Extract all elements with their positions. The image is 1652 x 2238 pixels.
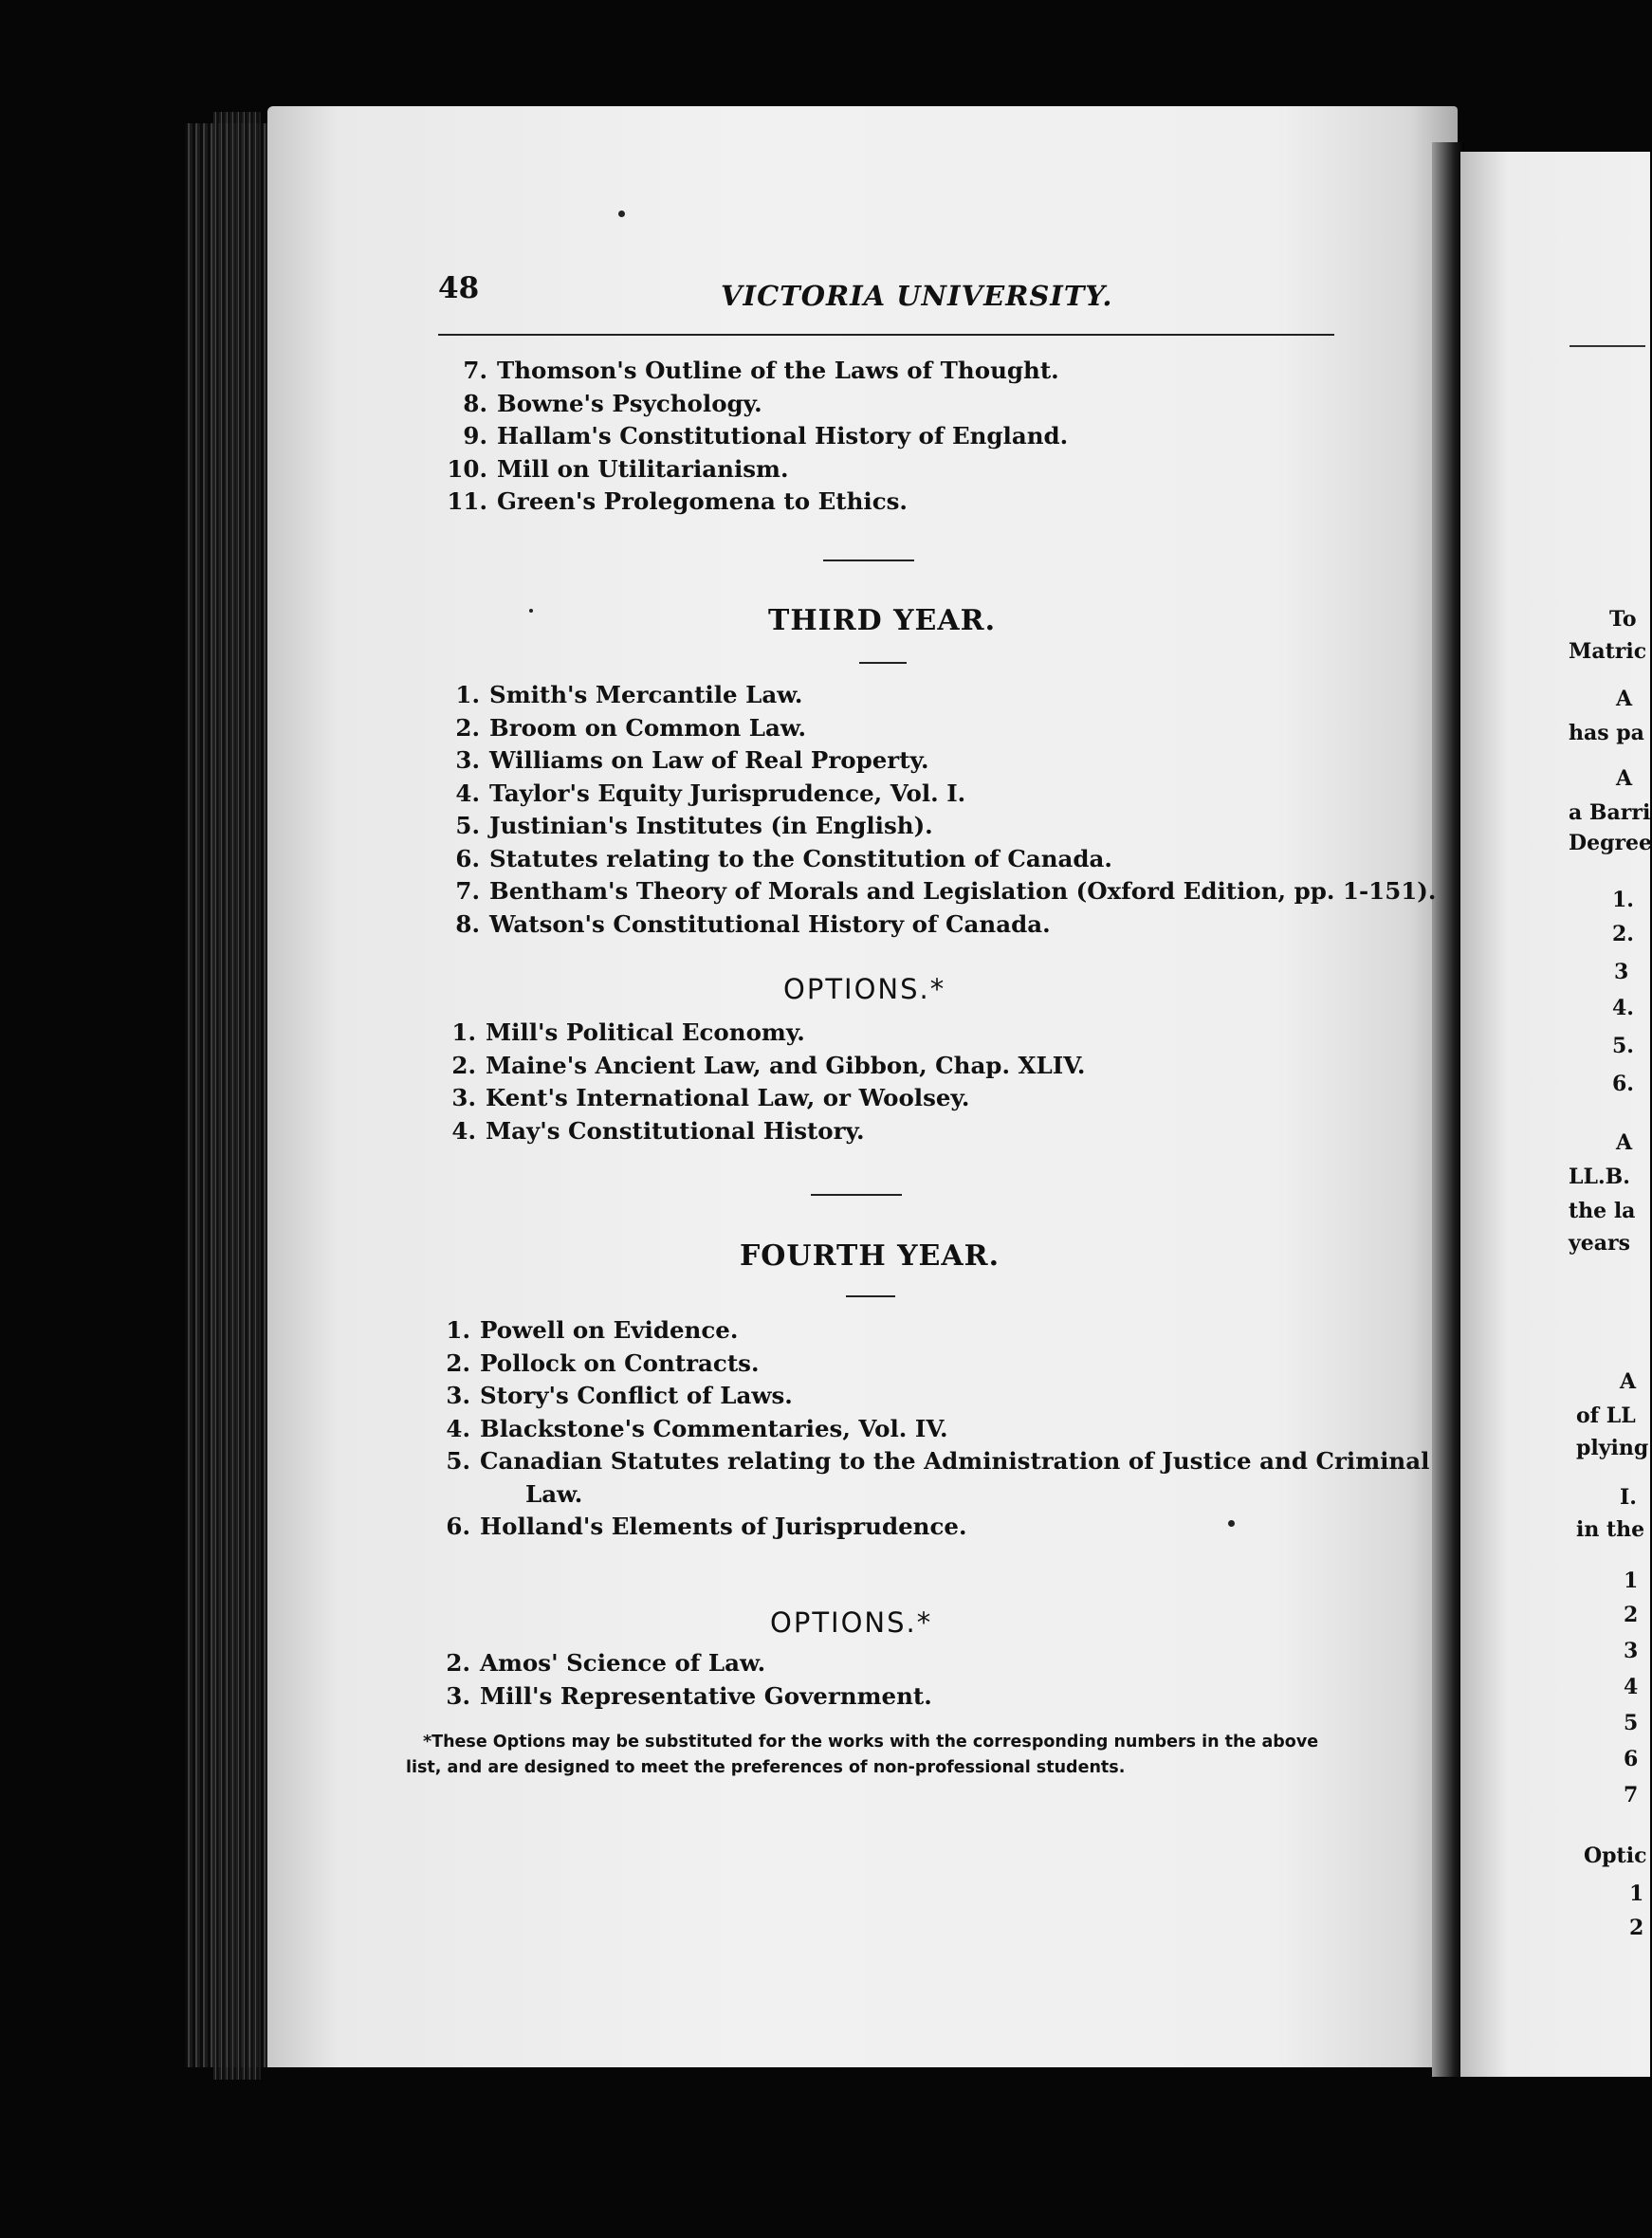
right-page-fragment: has pa (1569, 721, 1644, 745)
fourth-year-list (429, 1314, 1429, 1544)
running-title: VICTORIA UNIVERSITY. (721, 280, 1113, 312)
right-page-fragment: a Barri (1569, 800, 1651, 825)
list-item: 8. Bowne's Psychology. (463, 389, 762, 417)
right-page-fragment: 4. (1612, 996, 1634, 1020)
right-page-fragment: LL.B. (1569, 1165, 1630, 1189)
right-page-fragment: To (1609, 607, 1637, 632)
header-rule (438, 334, 1334, 336)
right-page-fragment: 1 (1629, 1881, 1644, 1906)
list-item: 1. Powell on Evidence. (446, 1316, 739, 1344)
list-item: 8. Watson's Constitutional History of Canada. (455, 909, 1051, 938)
right-page-fragment: 4 (1624, 1675, 1639, 1699)
right-page-fragment: Degree (1569, 831, 1652, 855)
scan-speck (1228, 1520, 1235, 1527)
right-page-fragment: A (1616, 766, 1633, 791)
right-page-fragment: 2. (1612, 922, 1634, 946)
right-page (1460, 152, 1650, 2077)
list-item: 2. Maine's Ancient Law, and Gibbon, Chap. XLIV. (451, 1051, 1086, 1079)
fourth-year-options-title: OPTIONS.* (770, 1606, 933, 1639)
list-item: 3. Kent's International Law, or Woolsey. (451, 1084, 970, 1111)
right-page-fragment: 1. (1612, 888, 1634, 912)
page-number: 48 (438, 271, 480, 305)
third-year-options-list (434, 1017, 1085, 1147)
right-page-fragment: I. (1620, 1485, 1637, 1510)
list-item: 2. Pollock on Contracts. (446, 1348, 760, 1377)
right-page-fragment: 5. (1612, 1034, 1634, 1058)
right-page-fragment: 2 (1624, 1603, 1639, 1627)
title-underline (846, 1295, 895, 1297)
right-page-fragment: 6. (1612, 1072, 1634, 1096)
third-year-options-title: OPTIONS.* (783, 973, 946, 1005)
right-page-fragment: 3 (1614, 960, 1629, 984)
list-item: 5. Justinian's Institutes (in English). (455, 812, 933, 839)
right-page-header-rule (1569, 345, 1645, 347)
book-gutter (1432, 142, 1464, 2077)
right-page-fragment: 6 (1624, 1747, 1639, 1771)
right-page-fragment: 2 (1629, 1916, 1644, 1940)
list-item: 4. May's Constitutional History. (451, 1116, 865, 1145)
scan-speck (618, 211, 625, 217)
right-page-fragment: 1 (1624, 1568, 1639, 1593)
right-page-fragment: years (1569, 1231, 1631, 1256)
section-divider (823, 560, 914, 561)
list-item: 1. Smith's Mercantile Law. (455, 681, 803, 708)
book-page-edges-inner (213, 112, 261, 2080)
list-item: 7. Bentham's Theory of Morals and Legislation (Oxford Edition, pp. 1-151). (455, 877, 1437, 905)
right-page-fragment: 7 (1624, 1783, 1639, 1807)
list-item: 7. Thomson's Outline of the Laws of Thought. (463, 357, 1059, 384)
right-page-fragment: the la (1569, 1199, 1636, 1223)
right-page-fragment: plying (1576, 1436, 1649, 1460)
third-year-title: THIRD YEAR. (768, 604, 997, 637)
right-page-fragment: Optic (1584, 1844, 1647, 1868)
list-item: 3. Mill's Representative Government. (446, 1681, 932, 1710)
third-year-list (438, 679, 1436, 941)
scan-speck (529, 609, 533, 613)
list-item: 3. Williams on Law of Real Property. (455, 746, 929, 774)
list-item: 4. Taylor's Equity Jurisprudence, Vol. I. (455, 779, 966, 807)
list-item: 6. Holland's Elements of Jurisprudence. (446, 1513, 967, 1540)
section-divider (811, 1194, 902, 1196)
continued-list (446, 355, 1068, 519)
list-item: 10. Mill on Utilitarianism. (447, 454, 789, 483)
fourth-year-title: FOURTH YEAR. (740, 1239, 1000, 1273)
list-item: 11. Green's Prolegomena to Ethics. (447, 487, 908, 515)
footnote: *These Options may be substituted for the works with the corresponding numbers in the above list, and are designed to meet the preferences of non-professional students. (406, 1733, 1319, 1777)
list-item: 3. Story's Conflict of Laws. (446, 1382, 793, 1409)
right-page-fragment: 5 (1624, 1711, 1639, 1735)
list-item: 6. Statutes relating to the Constitution of Canada. (455, 844, 1112, 872)
list-item-continuation: Law. (525, 1479, 583, 1508)
list-item: 5. Canadian Statutes relating to the Administration of Justice and Criminal (446, 1447, 1430, 1475)
right-page-fragment: of LL (1576, 1403, 1636, 1428)
right-page-fragment: A (1616, 1130, 1633, 1155)
right-page-fragment: A (1620, 1369, 1637, 1394)
list-item: 9. Hallam's Constitutional History of England. (463, 422, 1069, 449)
right-page-fragment: in the (1576, 1517, 1645, 1542)
list-item: 2. Broom on Common Law. (455, 713, 807, 742)
title-underline (859, 662, 907, 664)
right-page-fragment: 3 (1624, 1639, 1639, 1663)
fourth-year-options-list (429, 1647, 932, 1713)
right-page-fragment: A (1616, 687, 1633, 711)
list-item: 2. Amos' Science of Law. (446, 1649, 766, 1677)
list-item: 1. Mill's Political Economy. (451, 1018, 805, 1046)
list-item: 4. Blackstone's Commentaries, Vol. IV. (446, 1414, 948, 1442)
right-page-fragment: Matric (1569, 639, 1647, 664)
